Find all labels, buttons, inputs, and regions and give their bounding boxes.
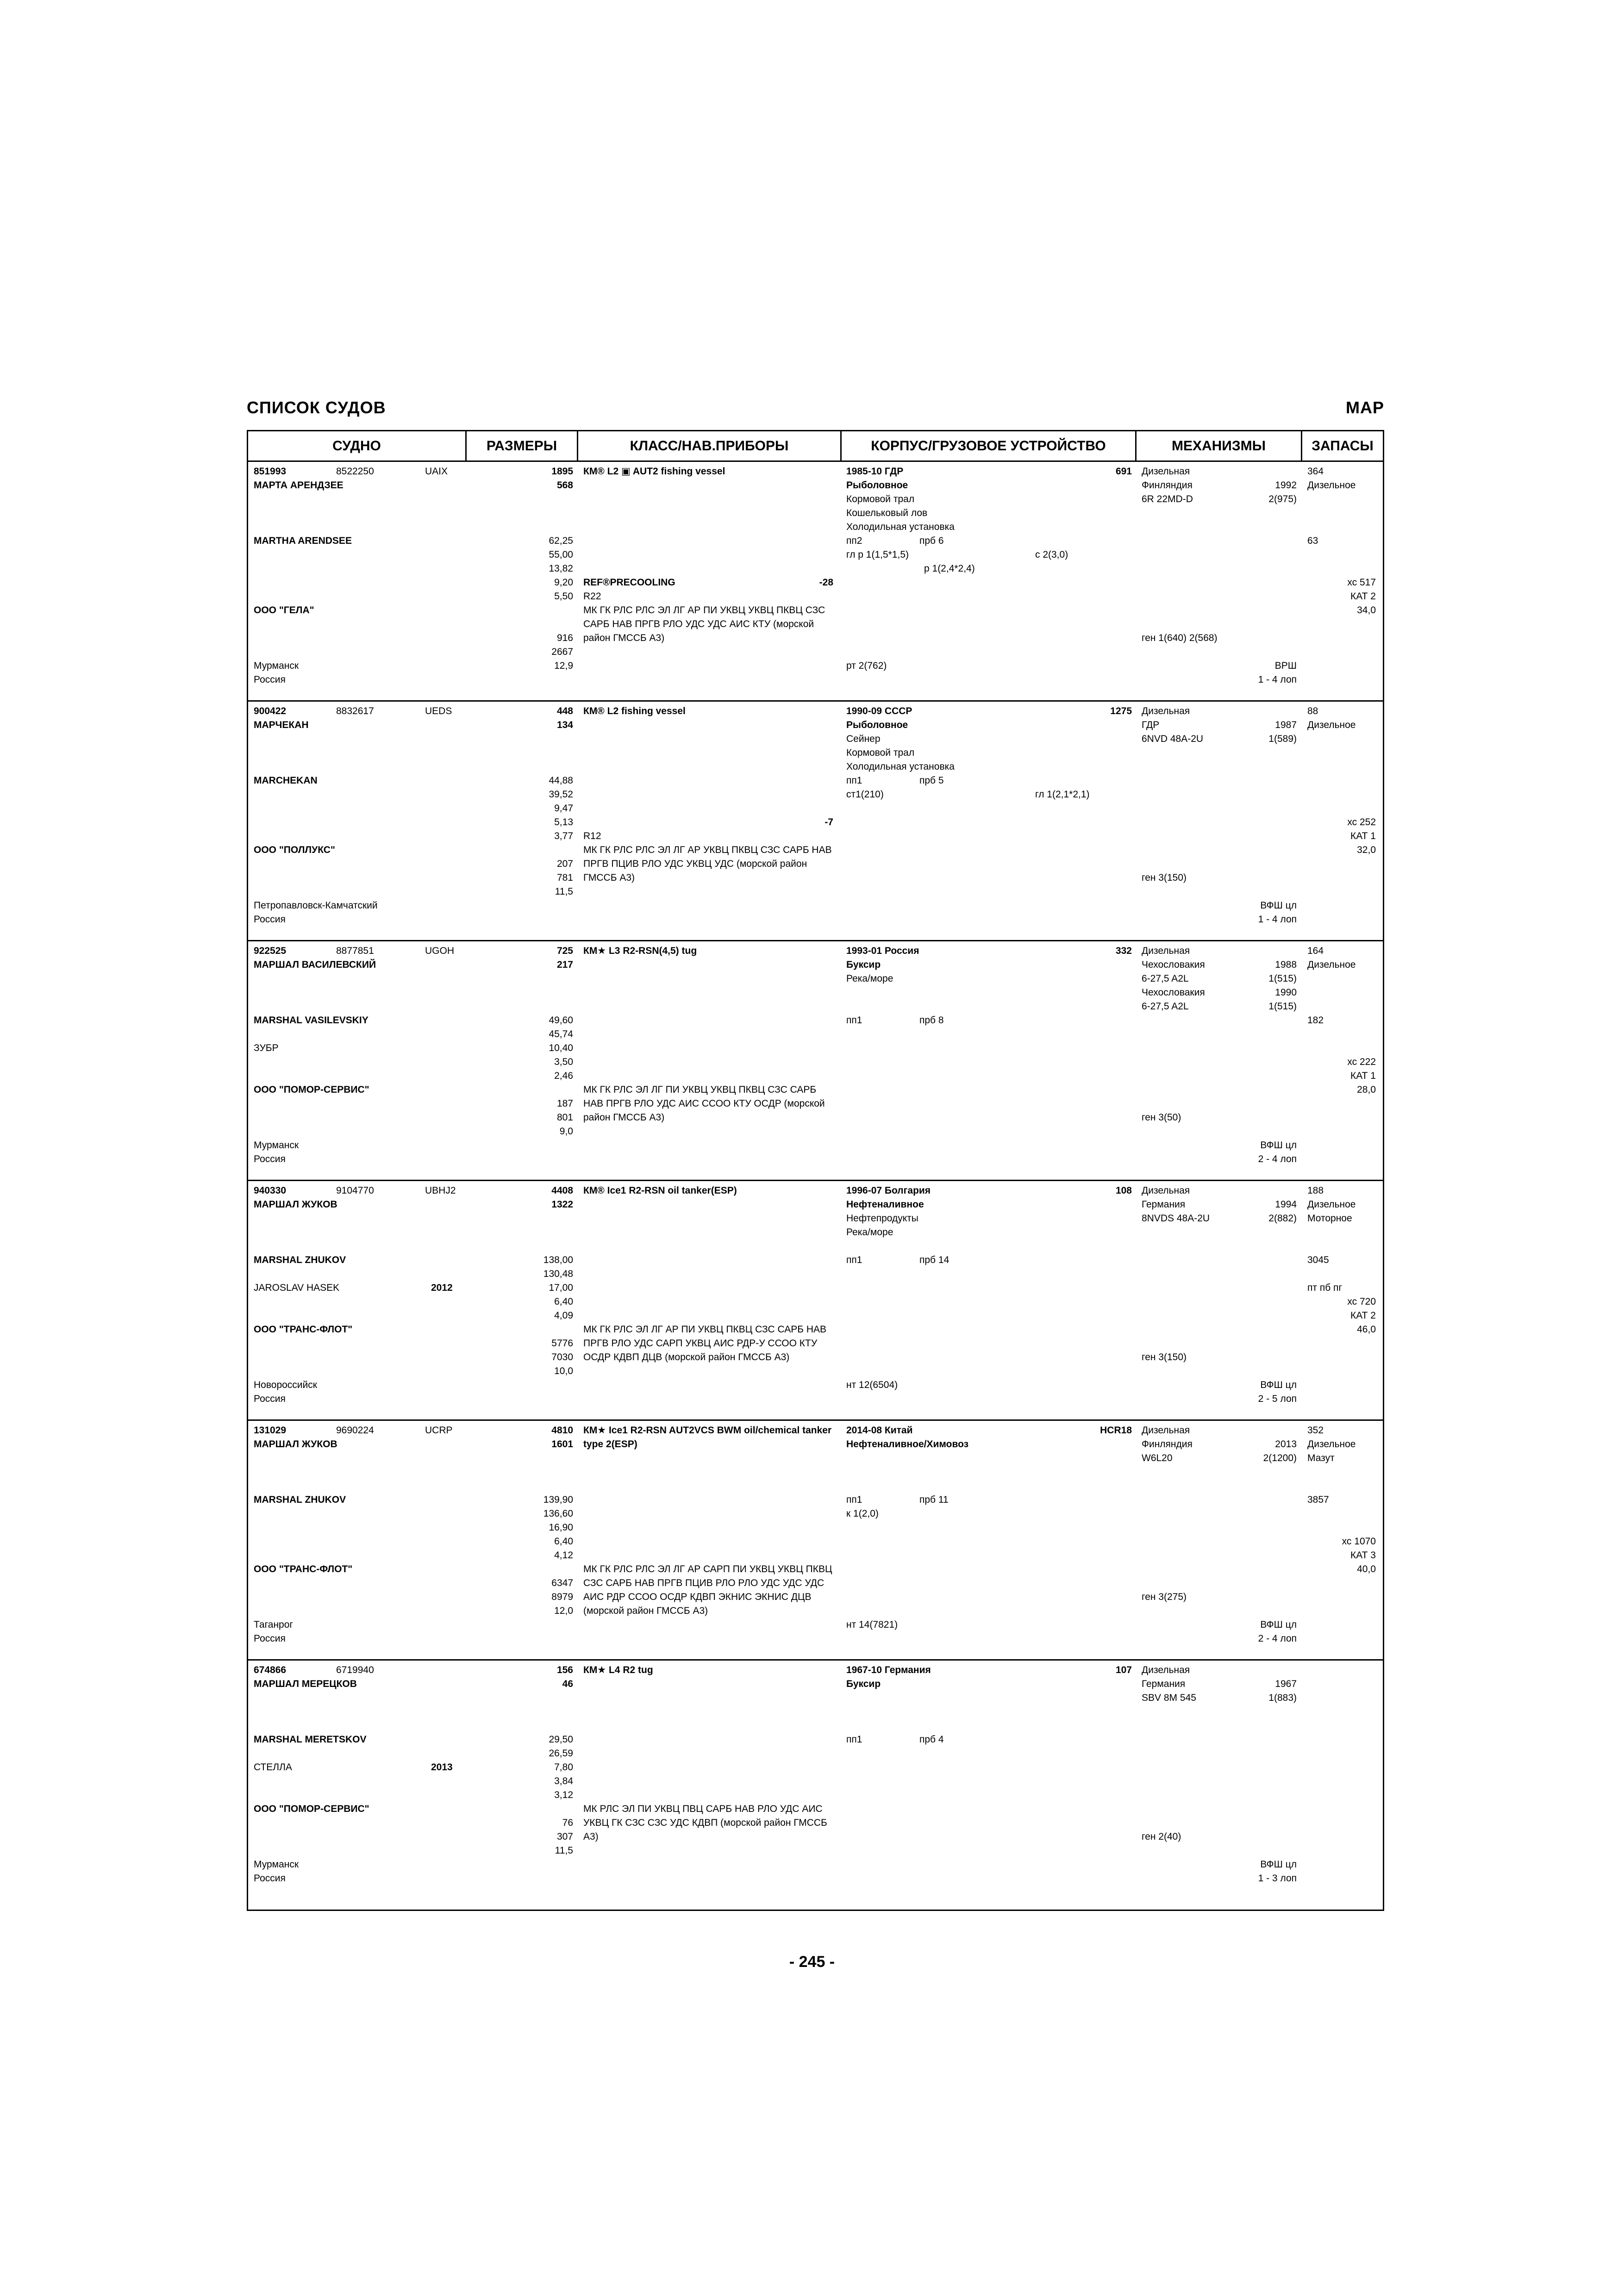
machinery-line: 6-27,5 A2L: [1142, 1001, 1189, 1012]
deck-count: пп1: [846, 1494, 862, 1505]
col-class: КЛАСС/НАВ.ПРИБОРЫ: [578, 431, 842, 460]
stores-volume: 182: [1307, 1015, 1324, 1026]
table-header: [248, 431, 1383, 462]
generators: ген 3(150): [1142, 872, 1187, 883]
owner: ООО "ПОЛЛУКС": [254, 845, 335, 855]
reg-number: 940330: [254, 1185, 287, 1196]
crew-info: 40,0: [1357, 1564, 1376, 1574]
call-sign: UCRP: [425, 1425, 453, 1436]
crew-info: 32,0: [1357, 845, 1376, 855]
imo-number: 8522250: [336, 466, 374, 477]
build-number: 108: [1115, 1185, 1132, 1196]
deck-count: пп2: [846, 535, 862, 546]
dimension-value: 6,40: [554, 1536, 573, 1547]
owner: ООО "ПОМОР-СЕРВИС": [254, 1084, 369, 1095]
bulkhead-count: прб 6: [919, 535, 944, 546]
machinery-line: 6-27,5 A2L: [1142, 973, 1189, 984]
stores-line: Дизельное: [1307, 959, 1356, 970]
machinery-line: Чехословакия: [1142, 987, 1205, 998]
owner: ООО "ПОМОР-СЕРВИС": [254, 1804, 369, 1814]
machinery-power: 2(882): [1268, 1213, 1297, 1224]
dimension-value: 44,88: [549, 775, 573, 786]
hull-feature: Сейнер: [846, 734, 881, 744]
country: Россия: [254, 1394, 286, 1404]
home-port: Новороссийск: [254, 1380, 317, 1390]
cargo-gear: к 1(2,0): [846, 1508, 879, 1519]
crew-info: КАТ 2: [1350, 591, 1376, 602]
propeller-blades: 1 - 4 лоп: [1258, 674, 1297, 685]
build-number: 691: [1115, 466, 1132, 477]
stores-line: Дизельное: [1307, 1439, 1356, 1450]
dimension-value: 4,12: [554, 1550, 573, 1561]
propeller-blades: 2 - 4 лоп: [1258, 1633, 1297, 1644]
dimension-value: 12,0: [554, 1605, 573, 1616]
stores-line: Мазут: [1307, 1453, 1335, 1463]
col-stores: ЗАПАСЫ: [1312, 438, 1374, 454]
machinery-power: 2(1200): [1263, 1453, 1297, 1463]
dimension-value: 10,0: [554, 1366, 573, 1376]
vessel-name: МАРШАЛ ВАСИЛЕВСКИЙ: [254, 959, 376, 970]
stores-line: 164: [1307, 946, 1324, 956]
imo-number: 8877851: [336, 946, 374, 956]
reg-number: 851993: [254, 466, 287, 477]
bulkhead-count: прб 14: [919, 1255, 949, 1265]
former-name: СТЕЛЛА: [254, 1762, 292, 1773]
gross-tonnage: 4810: [551, 1425, 573, 1436]
crew-info: КАТ 2: [1350, 1310, 1376, 1321]
dimension-value: 5776: [551, 1338, 573, 1349]
machinery-power: 1(515): [1268, 973, 1297, 984]
propeller: ВФШ цл: [1260, 1859, 1297, 1870]
build-info: 1967-10 Германия: [846, 1665, 931, 1675]
stores-line: Дизельное: [1307, 720, 1356, 730]
dimension-value: 11,5: [555, 886, 573, 897]
propeller: ВРШ: [1274, 660, 1297, 671]
cargo-gear: с 2(3,0): [1035, 549, 1068, 560]
former-name: ЗУБР: [254, 1043, 279, 1053]
vessel-record: [248, 941, 1383, 1181]
home-port: Мурманск: [254, 1140, 299, 1151]
cargo-gear: гл р 1(1,5*1,5): [846, 549, 909, 560]
build-info: 1996-07 Болгария: [846, 1185, 931, 1196]
net-tonnage: 46: [562, 1679, 573, 1689]
dimension-value: 49,60: [549, 1015, 573, 1026]
generators: ген 2(40): [1142, 1831, 1181, 1842]
class-notation: КМ★ L4 R2 tug: [583, 1665, 653, 1675]
machinery-line: 8NVDS 48A-2U: [1142, 1213, 1210, 1224]
gross-tonnage: 725: [556, 946, 573, 956]
reg-number: 922525: [254, 946, 287, 956]
imo-number: 9690224: [336, 1425, 374, 1436]
vessel-type: Рыболовное: [846, 480, 908, 491]
nav-equipment: МК ГК РЛС ЭЛ ЛГ АР ПИ УКВЦ ПКВЦ СЗС САРБ НАВ ПРГВ РЛО УДС САРП УКВЦ АИС РДР-У ССОО КТУ ОСДР КДВП ДЦВ (морской район ГМССБ А3): [583, 1324, 827, 1363]
home-port: Мурманск: [254, 660, 299, 671]
build-number: HCR18: [1100, 1425, 1132, 1436]
country: Россия: [254, 1873, 286, 1884]
propeller-blades: 2 - 5 лоп: [1258, 1394, 1297, 1404]
nav-equipment: МК ГК РЛС ЭЛ ЛГ ПИ УКВЦ УКВЦ ПКВЦ СЗС САРБ НАВ ПРГВ РЛО УДС АИС ССОО КТУ ОСДР (морской район ГМССБ А3): [583, 1084, 825, 1123]
net-tonnage: 134: [556, 720, 573, 730]
dimension-value: 39,52: [549, 789, 573, 800]
dimension-value: 7,80: [554, 1762, 573, 1773]
dimension-value: 187: [556, 1098, 573, 1109]
machinery-line: SBV 8M 545: [1142, 1692, 1196, 1703]
refrigerant: R22: [583, 591, 601, 602]
machinery-line: 6NVD 48A-2U: [1142, 734, 1204, 744]
dimension-value: 138,00: [543, 1255, 573, 1265]
hull-feature: Холодильная установка: [846, 761, 955, 772]
net-tonnage: 1601: [551, 1439, 573, 1450]
dimension-value: 2,46: [554, 1070, 573, 1081]
vessel-name-latin: MARSHAL ZHUKOV: [254, 1494, 346, 1505]
gross-tonnage: 156: [556, 1665, 573, 1675]
stores-volume: 63: [1307, 535, 1318, 546]
dimension-value: 7030: [551, 1352, 573, 1363]
build-info: 1985-10 ГДР: [846, 466, 904, 477]
dimension-value: 6,40: [554, 1296, 573, 1307]
hull-feature: Река/море: [846, 1227, 893, 1238]
imo-number: 6719940: [336, 1665, 374, 1675]
dimension-value: 6347: [551, 1578, 573, 1588]
generators: ген 3(275): [1142, 1592, 1187, 1602]
deck-count: пп1: [846, 1734, 862, 1745]
page-title: СПИСОК СУДОВ: [247, 398, 386, 417]
nav-equipment: МК РЛС ЭЛ ПИ УКВЦ ПВЦ САРБ НАВ РЛО УДС АИС УКВЦ ГК СЗС СЗС УДС КДВП (морской район ГМССБ А3): [583, 1804, 827, 1842]
stores-line: 188: [1307, 1185, 1324, 1196]
col-machinery: МЕХАНИЗМЫ: [1137, 431, 1302, 460]
dimension-value: 801: [556, 1112, 573, 1123]
country: Россия: [254, 1154, 286, 1164]
generators: ген 3(50): [1142, 1112, 1181, 1123]
machinery-line: Дизельная: [1142, 466, 1190, 477]
machinery-year: 1994: [1275, 1199, 1297, 1210]
class-extra-temp: -28: [819, 577, 833, 588]
build-number: 332: [1115, 946, 1132, 956]
dimension-value: 16,90: [549, 1522, 573, 1533]
gross-tonnage: 4408: [551, 1185, 573, 1196]
vessel-type: Рыболовное: [846, 720, 908, 730]
home-port: Мурманск: [254, 1859, 299, 1870]
dimension-value: 62,25: [549, 535, 573, 546]
dimension-value: 9,0: [559, 1126, 573, 1137]
propeller: ВФШ цл: [1260, 1380, 1297, 1390]
machinery-power: 1(515): [1268, 1001, 1297, 1012]
page-section-code: МАР: [1346, 398, 1384, 417]
crew-info: хс 1070: [1342, 1536, 1376, 1547]
dimension-value: 916: [556, 633, 573, 643]
dimension-value: 5,50: [554, 591, 573, 602]
machinery-line: 6R 22MD-D: [1142, 494, 1193, 504]
build-info: 2014-08 Китай: [846, 1425, 913, 1436]
build-number: 107: [1115, 1665, 1132, 1675]
machinery-year: 1987: [1275, 720, 1297, 730]
home-port: Таганрог: [254, 1619, 294, 1630]
net-tonnage: 1322: [551, 1199, 573, 1210]
machinery-year: 1967: [1275, 1679, 1297, 1689]
crew-info: 34,0: [1357, 605, 1376, 616]
class-extra-temp: -7: [824, 817, 833, 828]
dimension-value: 8979: [551, 1592, 573, 1602]
class-notation: КМ® L2 fishing vessel: [583, 706, 686, 716]
dimension-value: 139,90: [543, 1494, 573, 1505]
deck-count: пп1: [846, 1255, 862, 1265]
net-tonnage: 217: [556, 959, 573, 970]
imo-number: 9104770: [336, 1185, 374, 1196]
vessel-name: МАРШАЛ МЕРЕЦКОВ: [254, 1679, 357, 1689]
reg-number: 674866: [254, 1665, 287, 1675]
machinery-line: Дизельная: [1142, 1425, 1190, 1436]
dimension-value: 3,50: [554, 1057, 573, 1067]
machinery-line: ГДР: [1142, 720, 1160, 730]
machinery-line: Дизельная: [1142, 706, 1190, 716]
stores-types: пт пб пг: [1307, 1282, 1343, 1293]
owner: ООО "ТРАНС-ФЛОТ": [254, 1564, 353, 1574]
hull-feature: Нефтепродукты: [846, 1213, 918, 1224]
dimension-value: 5,13: [554, 817, 573, 828]
stores-line: 88: [1307, 706, 1318, 716]
dimension-value: 12,9: [554, 660, 573, 671]
crew-info: 28,0: [1357, 1084, 1376, 1095]
vessel-record: [248, 1661, 1383, 1900]
dimension-value: 207: [556, 859, 573, 869]
dimension-value: 3,77: [554, 831, 573, 841]
crew-info: КАТ 3: [1350, 1550, 1376, 1561]
cargo-gear: гл 1(2,1*2,1): [1035, 789, 1090, 800]
crew-info: хс 720: [1347, 1296, 1376, 1307]
vessel-name-latin: MARSHAL MERETSKOV: [254, 1734, 367, 1745]
machinery-line: Дизельная: [1142, 1665, 1190, 1675]
machinery-year: 2013: [1275, 1439, 1297, 1450]
net-tonnage: 568: [556, 480, 573, 491]
vessel-name: МАРЧЕКАН: [254, 720, 309, 730]
vessel-name: МАРШАЛ ЖУКОВ: [254, 1439, 337, 1450]
gross-tonnage: 1895: [551, 466, 573, 477]
machinery-power: 1(589): [1268, 734, 1297, 744]
machinery-year: 1990: [1275, 987, 1297, 998]
crew-info: 46,0: [1357, 1324, 1376, 1335]
former-name: JAROSLAV HASEK: [254, 1282, 340, 1293]
vessel-type: Нефтеналивное: [846, 1199, 924, 1210]
owner: ООО "ГЕЛА": [254, 605, 314, 616]
dimension-value: 9,20: [554, 577, 573, 588]
stores-line: Моторное: [1307, 1213, 1352, 1224]
build-info: 1993-01 Россия: [846, 946, 919, 956]
dimension-value: 17,00: [549, 1282, 573, 1293]
vessel-type: Буксир: [846, 1679, 881, 1689]
machinery-line: Финляндия: [1142, 480, 1193, 491]
cargo-gear: ст1(210): [846, 789, 884, 800]
machinery-year: 1992: [1275, 480, 1297, 491]
bulkhead-count: прб 11: [919, 1494, 949, 1505]
dimension-value: 781: [556, 872, 573, 883]
vessel-type: Буксир: [846, 959, 881, 970]
country: Россия: [254, 914, 286, 925]
stores-line: 352: [1307, 1425, 1324, 1436]
tank-capacity: рт 2(762): [846, 660, 887, 671]
dimension-value: 55,00: [549, 549, 573, 560]
dimension-value: 130,48: [543, 1269, 573, 1279]
call-sign: UEDS: [425, 706, 452, 716]
imo-number: 8832617: [336, 706, 374, 716]
propeller-blades: 1 - 4 лоп: [1258, 914, 1297, 925]
country: Россия: [254, 1633, 286, 1644]
propeller-blades: 1 - 3 лоп: [1258, 1873, 1297, 1884]
reg-number: 131029: [254, 1425, 287, 1436]
stores-volume: 3045: [1307, 1255, 1329, 1265]
vessel-table: [247, 430, 1384, 1911]
col-dimensions: РАЗМЕРЫ: [467, 431, 578, 460]
propeller: ВФШ цл: [1260, 1619, 1297, 1630]
dimension-value: 307: [556, 1831, 573, 1842]
dimension-value: 29,50: [549, 1734, 573, 1745]
col-vessel: СУДНО: [248, 431, 467, 460]
dimension-value: 3,12: [554, 1790, 573, 1800]
stores-volume: 3857: [1307, 1494, 1329, 1505]
bulkhead-count: прб 4: [919, 1734, 944, 1745]
owner: ООО "ТРАНС-ФЛОТ": [254, 1324, 353, 1335]
stores-line: Дизельное: [1307, 1199, 1356, 1210]
propeller-blades: 2 - 4 лоп: [1258, 1154, 1297, 1164]
former-name-year: 2012: [431, 1282, 453, 1293]
machinery-line: Германия: [1142, 1679, 1186, 1689]
generators: ген 3(150): [1142, 1352, 1187, 1363]
former-name-year: 2013: [431, 1762, 453, 1773]
vessel-record: [248, 1421, 1383, 1661]
machinery-power: 2(975): [1268, 494, 1297, 504]
vessel-name: МАРТА АРЕНДЗЕЕ: [254, 480, 344, 491]
stores-line: 364: [1307, 466, 1324, 477]
cargo-gear: р 1(2,4*2,4): [924, 563, 975, 574]
tank-capacity: нт 12(6504): [846, 1380, 898, 1390]
refrigerant: R12: [583, 831, 601, 841]
dimension-value: 10,40: [549, 1043, 573, 1053]
machinery-line: Чехословакия: [1142, 959, 1205, 970]
page-number: - 245 -: [789, 1953, 835, 1971]
dimension-value: 136,60: [543, 1508, 573, 1519]
class-notation: КМ★ L3 R2-RSN(4,5) tug: [583, 946, 697, 956]
bulkhead-count: прб 5: [919, 775, 944, 786]
call-sign: UBHJ2: [425, 1185, 456, 1196]
dimension-value: 26,59: [549, 1748, 573, 1759]
machinery-line: Финляндия: [1142, 1439, 1193, 1450]
col-hull: КОРПУС/ГРУЗОВОЕ УСТРОЙСТВО: [842, 431, 1137, 460]
vessel-type: Нефтеналивное/Химовоз: [846, 1439, 969, 1450]
machinery-line: Дизельная: [1142, 1185, 1190, 1196]
class-notation: КМ® L2 ▣ AUT2 fishing vessel: [583, 466, 725, 477]
dimension-value: 45,74: [549, 1029, 573, 1039]
build-number: 1275: [1110, 706, 1132, 716]
dimension-value: 13,82: [549, 563, 573, 574]
bulkhead-count: прб 8: [919, 1015, 944, 1026]
hull-feature: Холодильная установка: [846, 522, 955, 532]
vessel-record: [248, 1181, 1383, 1421]
reg-number: 900422: [254, 706, 287, 716]
country: Россия: [254, 674, 286, 685]
vessel-name-latin: MARCHEKAN: [254, 775, 318, 786]
crew-info: хс 252: [1347, 817, 1376, 828]
home-port: Петропавловск-Камчатский: [254, 900, 378, 911]
dimension-value: 2667: [551, 647, 573, 657]
tank-capacity: нт 14(7821): [846, 1619, 898, 1630]
crew-info: хс 222: [1347, 1057, 1376, 1067]
nav-equipment: МК ГК РЛС РЛС ЭЛ ЛГ АР САРП ПИ УКВЦ УКВЦ ПКВЦ СЗС САРБ НАВ ПРГВ ПЦИВ РЛО РЛО УДС УДС УДС АИС РДР ССОО ОСДР КДВП ЭКНИС ЭКНИС ДЦВ (морской район ГМССБ А3): [583, 1564, 832, 1616]
crew-info: КАТ 1: [1350, 1070, 1376, 1081]
dimension-value: 4,09: [554, 1310, 573, 1321]
vessel-name-latin: MARSHAL VASILEVSKIY: [254, 1015, 369, 1026]
vessel-record: [248, 702, 1383, 941]
class-notation: КМ® Ice1 R2-RSN oil tanker(ESP): [583, 1185, 737, 1196]
machinery-line: Дизельная: [1142, 946, 1190, 956]
hull-feature: Кормовой трал: [846, 747, 915, 758]
machinery-power: 1(883): [1268, 1692, 1297, 1703]
crew-info: КАТ 1: [1350, 831, 1376, 841]
propeller: ВФШ цл: [1260, 900, 1297, 911]
nav-equipment: МК ГК РЛС РЛС ЭЛ ЛГ АР УКВЦ ПКВЦ СЗС САРБ НАВ ПРГВ ПЦИВ РЛО УДС УКВЦ УДС (морской район ГМССБ А3): [583, 845, 832, 883]
machinery-year: 1988: [1275, 959, 1297, 970]
vessel-name: МАРШАЛ ЖУКОВ: [254, 1199, 337, 1210]
class-notation: КМ★ Ice1 R2-RSN AUT2VCS BWM oil/chemical tanker type 2(ESP): [583, 1425, 832, 1450]
build-info: 1990-09 СССР: [846, 706, 912, 716]
propeller: ВФШ цл: [1260, 1140, 1297, 1151]
hull-feature: Река/море: [846, 973, 893, 984]
hull-feature: Кормовой трал: [846, 494, 915, 504]
dimension-value: 76: [562, 1817, 573, 1828]
dimension-value: 9,47: [554, 803, 573, 814]
crew-info: хс 517: [1347, 577, 1376, 588]
gross-tonnage: 448: [556, 706, 573, 716]
dimension-value: 11,5: [555, 1845, 573, 1856]
vessel-name-latin: MARTHA ARENDSEE: [254, 535, 352, 546]
dimension-value: 3,84: [554, 1776, 573, 1786]
deck-count: пп1: [846, 775, 862, 786]
generators: ген 1(640) 2(568): [1142, 633, 1218, 643]
deck-count: пп1: [846, 1015, 862, 1026]
call-sign: UGOH: [425, 946, 454, 956]
nav-equipment: МК ГК РЛС РЛС ЭЛ ЛГ АР ПИ УКВЦ УКВЦ ПКВЦ СЗС САРБ НАВ ПРГВ РЛО УДС УДС АИС КТУ (морской район ГМССБ А3): [583, 605, 825, 643]
page-header: [247, 398, 1384, 421]
stores-line: Дизельное: [1307, 480, 1356, 491]
vessel-record: [248, 462, 1383, 702]
machinery-line: W6L20: [1142, 1453, 1173, 1463]
call-sign: UAIX: [425, 466, 448, 477]
vessel-name-latin: MARSHAL ZHUKOV: [254, 1255, 346, 1265]
hull-feature: Кошельковый лов: [846, 508, 928, 518]
machinery-line: Германия: [1142, 1199, 1186, 1210]
class-extra: REF®PRECOOLING: [583, 577, 675, 588]
